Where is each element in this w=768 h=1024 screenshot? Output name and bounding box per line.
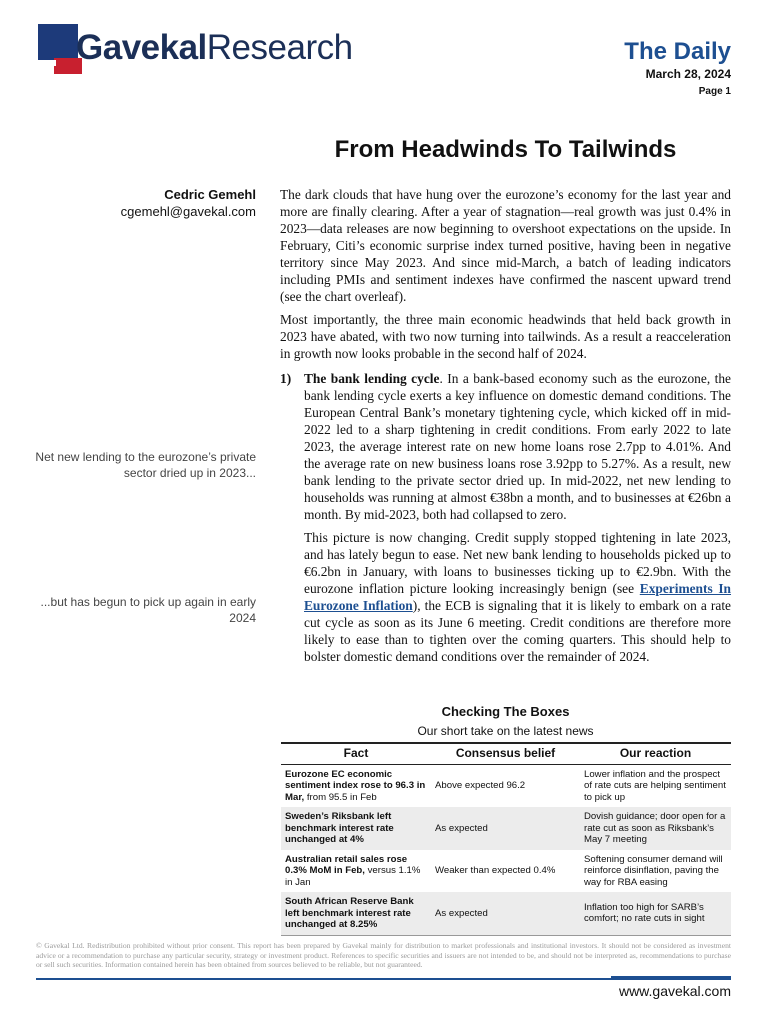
author-name: Cedric Gemehl [164,187,256,202]
consensus-cell: Above expected 96.2 [435,780,526,791]
gavekal-logo [36,22,353,80]
table-row [281,764,731,807]
paragraph: The dark clouds that have hung over the eurozone’s economy for the last year and more are finally clearing. After a year of stagnation—real growth was just 0.4% in 2023—data releases are now beginning to overshoot expectations on the upside. In February, Citi’s economic surprise index turned positive, having been in negative territory since May 2023. And since mid-March, a batch of leading indicators including PMIs and sentiment indexes have confirmed the nascent upward trend (see the chart overleaf). [280,187,731,304]
side-note-lending-dried-up: Net new lending to the eurozone’s private sector dried up in 2023... [35,450,256,480]
reaction-cell: Inflation too high for SARB’s comfort; no rate cuts in sight [580,892,731,935]
column-header-reaction: Our reaction [580,743,731,764]
logo-white-stripe [36,60,56,66]
table-row [281,850,731,893]
table-row [281,807,731,850]
reaction-cell: Softening consumer demand will reinforce disinflation, paving the way for RBA easing [584,853,723,888]
table-header-row [281,743,731,764]
consensus-cell: As expected [431,807,580,850]
table-row [281,892,731,935]
column-header-fact: Fact [281,743,431,764]
fact-cell: Australian retail sales rose 0.3% MoM in Feb, versus 1.1% in Jan [285,853,421,888]
page-number: Page 1 [698,86,731,97]
box-subtitle: Our short take on the latest news [417,724,594,738]
consensus-cell: As expected [431,892,580,935]
reaction-cell: Dovish guidance; door open for a rate cut as soon as Riksbank’s May 7 meeting [580,807,731,850]
checking-boxes-table [281,742,731,936]
box-title: Checking The Boxes [441,704,570,719]
website-link[interactable]: www.gavekal.com [618,983,731,999]
column-header-consensus: Consensus belief [431,743,580,764]
article-intro [280,186,731,368]
publication-date: March 28, 2024 [645,67,731,81]
reaction-cell: Lower inflation and the prospect of rate cuts are helping sentiment to pick up [584,768,726,803]
author-email[interactable]: cgemehl@gavekal.com [120,204,256,219]
paragraph: Most importantly, the three main economic headwinds that held back growth in 2023 have abated, with two now turning into tailwinds. As a result a reacceleration in growth now looks probable in the second half of 2024. [280,312,731,361]
logo-wordmark: GavekalResearch [76,28,353,67]
fact-cell: South African Reserve Bank left benchmark interest rate unchanged at 8.25% [281,892,431,935]
item-number: 1) [280,371,292,386]
consensus-cell: Weaker than expected 0.4% [435,865,556,876]
legal-disclaimer: © Gavekal Ltd. Redistribution prohibited without prior consent. This report has been prepared by Gavekal mainly for distribution to market professionals and institutional investors. It should not be considered as investment advice or a recommendation to purchase any particular security, strategy or investment product. References to specific securities and issuers are not intended to be, and should not be interpreted as, recommendations to purchase or sell such securities. Information contained herein has been obtained from sources believed to be reliable, but not guaranteed. [36,941,731,970]
paragraph: The bank lending cycle. In a bank-based economy such as the eurozone, the bank lending cycle exerts a key influence on domestic demand conditions. The European Central Bank’s monetary tightening cycle, which kicked off in mid-2022 led to a sharp tightening in credit conditions. From early 2022 to late 2023, the average interest rate on new home loans rose 2.7pp to 4.01%. And the average rate on new business loans rose 3.92pp to 5.27%. As a result, new bank lending to the private sector dried up. In mid-2022, net new lending to households was running at almost €38bn a month, and to businesses at €26bn a month. By mid-2023, both had collapsed to zero. [304,371,731,522]
fact-cell: Eurozone EC economic sentiment index rose to 96.3 in Mar, from 95.5 in Feb [285,768,426,803]
paragraph: This picture is now changing. Credit supply stopped tightening in late 2023, and has lately begun to ease. Net new bank lending to households picked up to €6.2bn in January, with loans to businesses ticking up to €2.9bn. With the eurozone inflation picture looking increasingly benign (see Experiments In Eurozone Inflation), the ECB is signaling that it is likely to embark on a rate cut cycle as soon as its June 6 meeting. Credit conditions are therefore more likely to ease than to tighten over the coming quarters. This should help to bolster domestic demand conditions over the remainder of 2024. [304,530,732,664]
article-title: From Headwinds To Tailwinds [334,136,677,163]
side-note-lending-picking-up: ...but has begun to pick up again in early 2024 [40,595,256,625]
numbered-item-bank-lending [280,370,731,671]
footer-divider-accent [611,976,731,980]
publication-title: The Daily [624,38,731,65]
article-link-eurozone-inflation[interactable]: Experiments In Eurozone Inflation [304,581,732,613]
item-heading: The bank lending cycle [304,371,440,386]
author-block [121,187,256,219]
fact-cell: Sweden’s Riksbank left benchmark interest rate unchanged at 4% [281,807,431,850]
